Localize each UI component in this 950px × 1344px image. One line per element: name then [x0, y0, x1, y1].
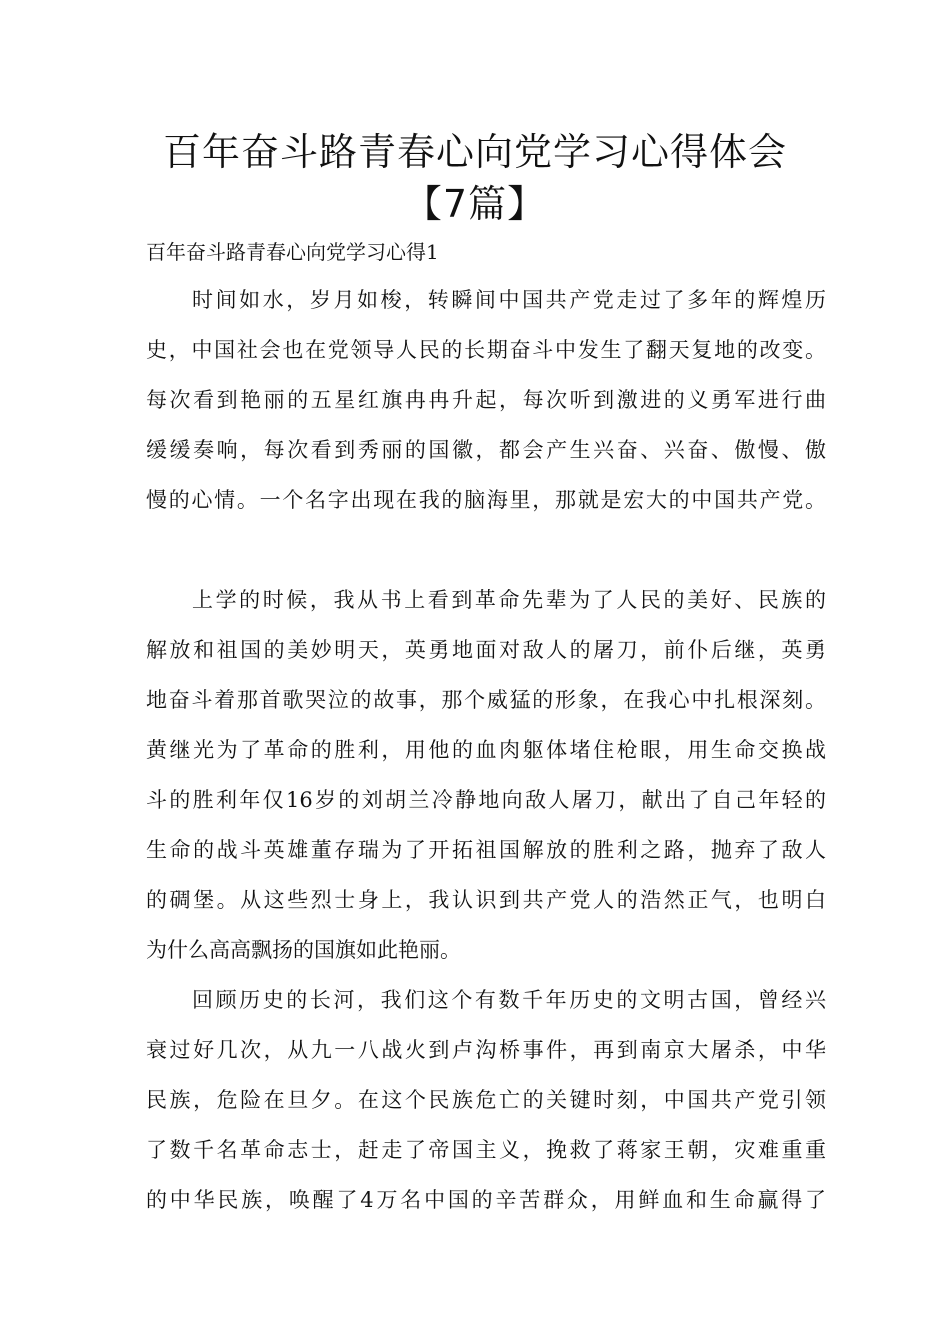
- paragraph-2-line: 上学的时候，我从书上看到革命先辈为了人民的美好、民族的: [192, 588, 826, 612]
- document-title-line-1: 百年奋斗路青春心向党学习心得体会: [162, 130, 787, 174]
- paragraph-2-line: 为什么高高飘扬的国旗如此艳丽。: [146, 938, 461, 962]
- paragraph-1-line: 每次看到艳丽的五星红旗冉冉升起，每次听到激进的义勇军进行曲: [146, 388, 826, 412]
- paragraph-3-line: 回顾历史的长河，我们这个有数千年历史的文明古国，曾经兴: [192, 988, 826, 1012]
- paragraph-3-line: 民族，危险在旦夕。在这个民族危亡的关键时刻，中国共产党引领: [146, 1088, 826, 1112]
- paragraph-2-line: 地奋斗着那首歌哭泣的故事，那个威猛的形象，在我心中扎根深刻。: [146, 688, 826, 712]
- paragraph-1-line: 缓缓奏响，每次看到秀丽的国徽，都会产生兴奋、兴奋、傲慢、傲: [146, 438, 826, 462]
- paragraph-2-line: 斗的胜利年仅16岁的刘胡兰冷静地向敌人屠刀，献出了自己年轻的: [146, 788, 826, 812]
- paragraph-1-line: 慢的心情。一个名字出现在我的脑海里，那就是宏大的中国共产党。: [146, 488, 826, 512]
- paragraph-2-line: 生命的战斗英雄董存瑞为了开拓祖国解放的胜利之路，抛弃了敌人: [146, 838, 826, 862]
- paragraph-3-line: 的中华民族，唤醒了4万名中国的辛苦群众，用鲜血和生命赢得了: [146, 1188, 826, 1212]
- paragraph-2-line: 黄继光为了革命的胜利，用他的血肉躯体堵住枪眼，用生命交换战: [146, 738, 826, 762]
- paragraph-2-line: 解放和祖国的美妙明天，英勇地面对敌人的屠刀，前仆后继，英勇: [146, 638, 826, 662]
- paragraph-3-line: 了数千名革命志士，赶走了帝国主义，挽救了蒋家王朝，灾难重重: [146, 1138, 826, 1162]
- paragraph-3-line: 衰过好几次，从九一八战火到卢沟桥事件，再到南京大屠杀，中华: [146, 1038, 826, 1062]
- section-heading: 百年奋斗路青春心向党学习心得1: [146, 240, 439, 264]
- paragraph-2-line: 的碉堡。从这些烈士身上，我认识到共产党人的浩然正气，也明白: [146, 888, 826, 912]
- document-title-line-2: 【7篇】: [403, 182, 547, 226]
- paragraph-1-line: 史，中国社会也在党领导人民的长期奋斗中发生了翻天复地的改变。: [146, 338, 826, 362]
- paragraph-1-line: 时间如水，岁月如梭，转瞬间中国共产党走过了多年的辉煌历: [192, 288, 826, 312]
